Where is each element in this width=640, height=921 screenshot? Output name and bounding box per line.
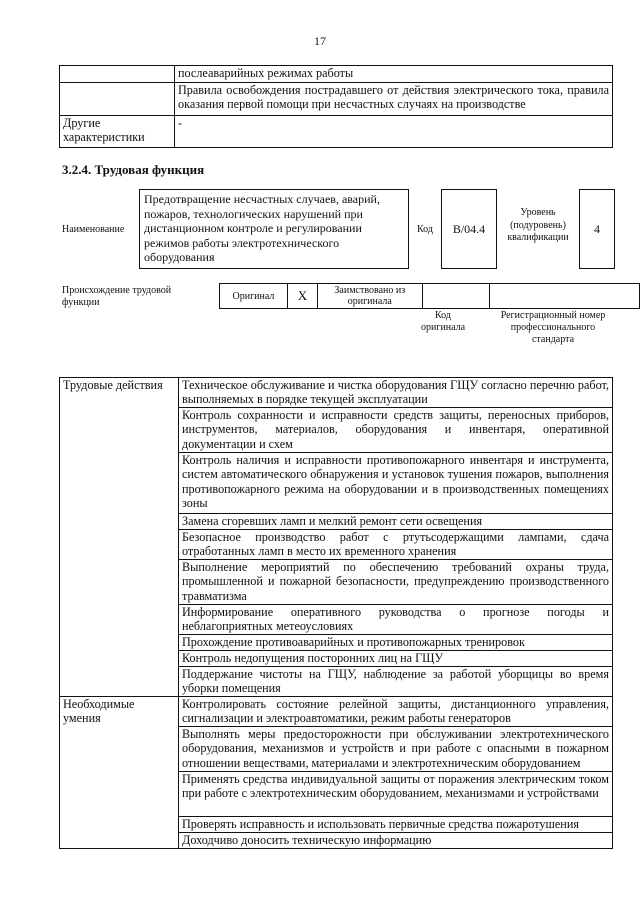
skill-item: Контролировать состояние релейной защиты, дистанционного управления, сигнализации и электроавтоматики, режим работы генераторов	[179, 697, 613, 727]
origin-reg-caption: Регистрационный номер профессионального стандарта	[500, 310, 606, 345]
labor-actions-label: Трудовые действия	[60, 378, 179, 697]
skill-item: Доходчиво доносить техническую информацию	[179, 833, 613, 849]
top-continuation-table	[59, 65, 613, 148]
labor-action-item: Контроль наличия и исправности противопожарного инвентаря и инструмента, систем автоматического обнаружения и установок тушения пожаров, выполнения противопожарного режима на оборудовании и в производственных помещениях зоны	[179, 453, 613, 514]
labor-action-item: Поддержание чистоты на ГЩУ, наблюдение за работой уборщицы во время уборки помещения	[179, 667, 613, 697]
function-name: Предотвращение несчастных случаев, аварий, пожаров, технологических нарушений при дистанционном контроле и регулировании режимов работы электротехнического оборудования	[139, 189, 409, 269]
other-characteristics-label: Другие характеристики	[60, 116, 175, 148]
qualification-level-value: 4	[579, 189, 615, 269]
origin-original-label: Оригинал	[220, 284, 288, 309]
labor-action-item: Техническое обслуживание и чистка оборудования ГЩУ согласно перечню работ, выполняемых в порядке текущей эксплуатации	[179, 378, 613, 408]
main-table	[59, 377, 613, 849]
origin-borrowed-label: Заимствовано из оригинала	[317, 284, 422, 309]
labor-action-item: Выполнение мероприятий по обеспечению требований охраны труда, промышленной и пожарной безопасности, предупреждению производственного травматизма	[179, 560, 613, 605]
origin-code-caption: Код оригинала	[421, 310, 466, 333]
skill-item: Применять средства индивидуальной защиты от поражения электрическим током при работе с электротехническим оборудованием, механизмами и устройствами	[179, 772, 613, 817]
skill-item: Выполнять меры предосторожности при обслуживании электротехнического оборудования, механизмов и устройств и при работе с опасными в пожарном отношении веществами, материалами и электротехническим оборудованием	[179, 727, 613, 772]
top-table-row: Правила освобождения пострадавшего от действия электрического тока, правила оказания первой помощи при несчастных случаях на производстве	[175, 83, 613, 116]
origin-label: Происхождение трудовой функции	[62, 285, 172, 308]
labor-action-item: Контроль сохранности и исправности средств защиты, переносных приборов, инструментов, материалов, оборудования и инвентаря, оперативной документации и схем	[179, 408, 613, 453]
function-code: B/04.4	[441, 189, 497, 269]
top-table-row: послеаварийных режимах работы	[175, 66, 613, 83]
origin-reg-cell	[490, 284, 640, 309]
labor-action-item: Информирование оперативного руководства о прогнозе погоды и неблагоприятных метеоусловиях	[179, 605, 613, 635]
name-label: Наименование	[62, 224, 125, 235]
labor-action-item: Контроль недопущения посторонних лиц на ГЩУ	[179, 651, 613, 667]
section-title: 3.2.4. Трудовая функция	[62, 162, 205, 177]
qualification-level-label: Уровень (подуровень) квалификации	[507, 207, 569, 243]
origin-table	[219, 283, 640, 309]
page-number: 17	[314, 34, 326, 48]
skills-label: Необходимые умения	[60, 697, 179, 849]
labor-action-item: Замена сгоревших ламп и мелкий ремонт сети освещения	[179, 514, 613, 530]
labor-action-item: Прохождение противоаварийных и противопожарных тренировок	[179, 635, 613, 651]
skill-item: Проверять исправность и использовать первичные средства пожаротушения	[179, 817, 613, 833]
origin-code-cell	[422, 284, 490, 309]
code-label: Код	[417, 224, 433, 235]
other-characteristics-value: -	[175, 116, 613, 148]
origin-mark: X	[287, 284, 317, 309]
labor-action-item: Безопасное производство работ с ртутьсодержащими лампами, сдача отработанных ламп в место их временного хранения	[179, 530, 613, 560]
